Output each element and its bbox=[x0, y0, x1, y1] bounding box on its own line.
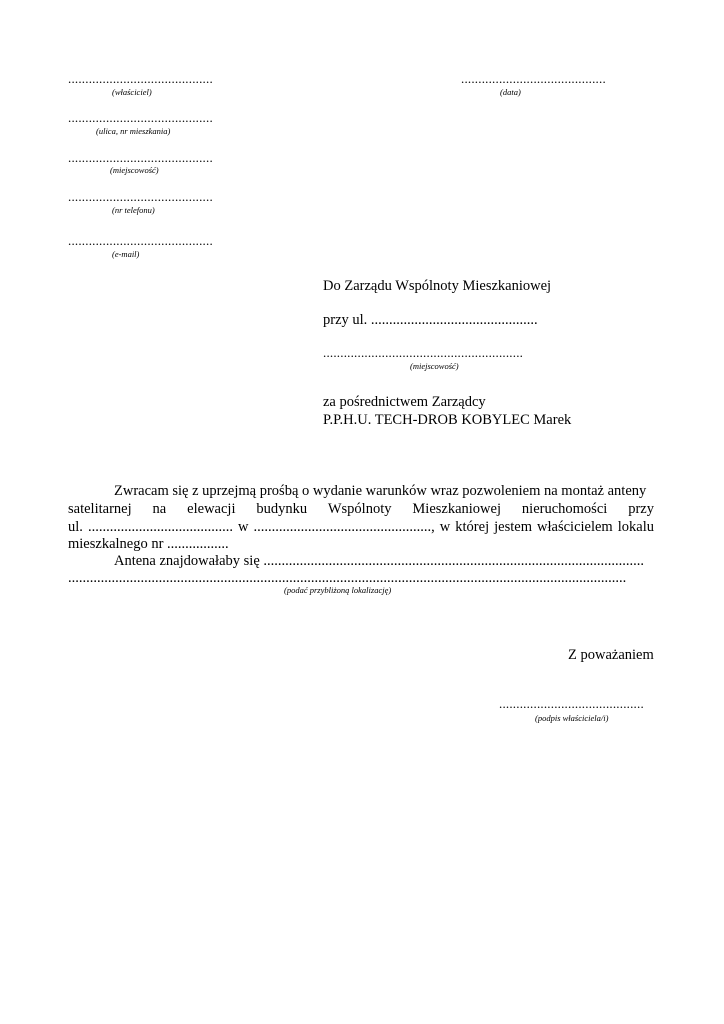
street-field[interactable]: .......................................... bbox=[68, 110, 213, 125]
intermediary-line: za pośrednictwem Zarządcy bbox=[323, 394, 486, 410]
antenna-location-line[interactable]: Antena znajdowałaby się ......................................................................................................... bbox=[114, 553, 645, 569]
request-line-1: Zwracam się z uprzejmą prośbą o wydanie warunków wraz pozwoleniem na montaż anteny bbox=[114, 483, 647, 499]
signature-field[interactable]: .......................................... bbox=[499, 696, 644, 711]
location-caption: (podać przybliżoną lokalizację) bbox=[284, 585, 392, 595]
addressee-line: Do Zarządu Wspólnoty Mieszkaniowej bbox=[323, 278, 552, 294]
town-caption: (miejscowość) bbox=[110, 165, 159, 175]
phone-field[interactable]: .......................................... bbox=[68, 189, 213, 204]
request-line-3[interactable]: ul. ........................................ w ................................................., w której jestem właścicielem lokalu bbox=[68, 519, 654, 535]
closing-greeting: Z poważaniem bbox=[568, 647, 654, 663]
addressee-street[interactable]: przy ul. .............................................. bbox=[323, 312, 538, 328]
antenna-location-continuation[interactable]: .......................................................................................................................................................... bbox=[68, 570, 627, 586]
date-field[interactable]: .......................................... bbox=[461, 71, 606, 86]
email-caption: (e-mail) bbox=[112, 249, 140, 259]
owner-caption: (właściciel) bbox=[112, 87, 152, 97]
signature-caption: (podpis właściciela/i) bbox=[535, 713, 609, 723]
street-caption: (ulica, nr mieszkania) bbox=[96, 126, 171, 136]
date-caption: (data) bbox=[500, 87, 521, 97]
request-line-2: satelitarnej na elewacji budynku Wspólnoty Mieszkaniowej nieruchomości przy bbox=[68, 501, 654, 517]
addressee-town-caption: (miejscowość) bbox=[410, 361, 459, 371]
owner-field[interactable]: .......................................... bbox=[68, 71, 213, 86]
request-line-4[interactable]: mieszkalnego nr ................. bbox=[68, 536, 229, 552]
addressee-town-field[interactable]: .......................................................... bbox=[323, 345, 524, 360]
email-field[interactable]: .......................................... bbox=[68, 233, 213, 248]
phone-caption: (nr telefonu) bbox=[112, 205, 155, 215]
town-field[interactable]: .......................................... bbox=[68, 150, 213, 165]
manager-name: P.P.H.U. TECH-DROB KOBYLEC Marek bbox=[323, 412, 572, 428]
